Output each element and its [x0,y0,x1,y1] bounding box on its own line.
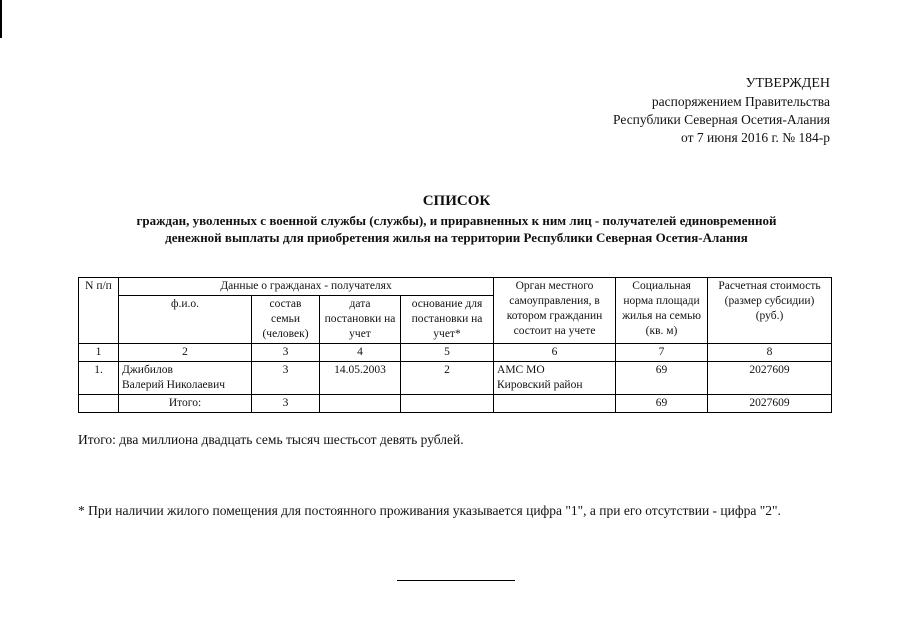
total-label: Итого: [119,395,252,413]
document-title: СПИСОК [422,193,491,209]
header-fio: ф.и.о. [119,296,252,344]
total-empty-cell [494,395,616,413]
row-family: 3 [252,362,320,395]
total-family: 3 [252,395,320,413]
col-number: 5 [401,344,494,362]
header-num: N п/п [79,278,119,344]
approval-title: УТВЕРЖДЕН [745,76,830,91]
header-reg-date: дата постановки на учет [320,296,401,344]
approval-line-1: распоряжением Правительства [651,94,830,109]
subtitle-line-1: граждан, уволенных с военной службы (службы), и приравненных к ним лиц - получателей единовременной [136,213,777,228]
header-family: состав семьи (человек) [252,296,320,344]
header-reg-basis: основание для постановки на учет* [401,296,494,344]
footnote: * При наличии жилого помещения для постоянного проживания указывается цифра "1", а при его отсутствии - цифра "2". [78,503,781,518]
col-number: 8 [708,344,832,362]
row-authority-line-2: Кировский район [497,379,583,391]
closing-line [397,580,515,581]
col-number: 6 [494,344,616,362]
row-authority [494,362,616,395]
recipients-table [78,277,832,413]
total-norm: 69 [616,395,708,413]
row-authority-line-1: АМС МО [497,364,545,376]
col-number: 1 [79,344,119,362]
total-empty-cell [401,395,494,413]
row-cost: 2027609 [708,362,832,395]
approval-line-2: Республики Северная Осетия-Алания [613,112,830,127]
col-number: 2 [119,344,252,362]
row-fio-name: Валерий Николаевич [122,379,226,391]
table-header-row-1 [79,278,832,296]
row-fio-surname: Джибилов [122,364,173,376]
approval-line-3: от 7 июня 2016 г. № 184-р [681,130,830,145]
header-citizen-data: Данные о гражданах - получателях [119,278,494,296]
row-norm: 69 [616,362,708,395]
total-cost: 2027609 [708,395,832,413]
approval-stamp-block [613,75,830,147]
row-num: 1. [79,362,119,395]
row-reg-basis: 2 [401,362,494,395]
table-row [79,362,832,395]
total-empty-cell [320,395,401,413]
document-subtitle [70,212,843,246]
total-in-words: Итого: два миллиона двадцать семь тысяч шестьсот девять рублей. [78,432,464,447]
subtitle-line-2: денежной выплаты для приобретения жилья на территории Республики Северная Осетия-Алания [165,230,748,245]
header-authority: Орган местного самоуправления, в котором гражданин состоит на учете [494,278,616,344]
header-norm: Социальная норма площади жилья на семью (кв. м) [616,278,708,344]
total-empty-cell [79,395,119,413]
column-numbers-row [79,344,832,362]
col-number: 7 [616,344,708,362]
row-reg-date: 14.05.2003 [320,362,401,395]
row-fio [119,362,252,395]
header-cost: Расчетная стоимость (размер субсидии) (руб.) [708,278,832,344]
total-row [79,395,832,413]
col-number: 3 [252,344,320,362]
col-number: 4 [320,344,401,362]
page-edge-mark [0,0,2,38]
